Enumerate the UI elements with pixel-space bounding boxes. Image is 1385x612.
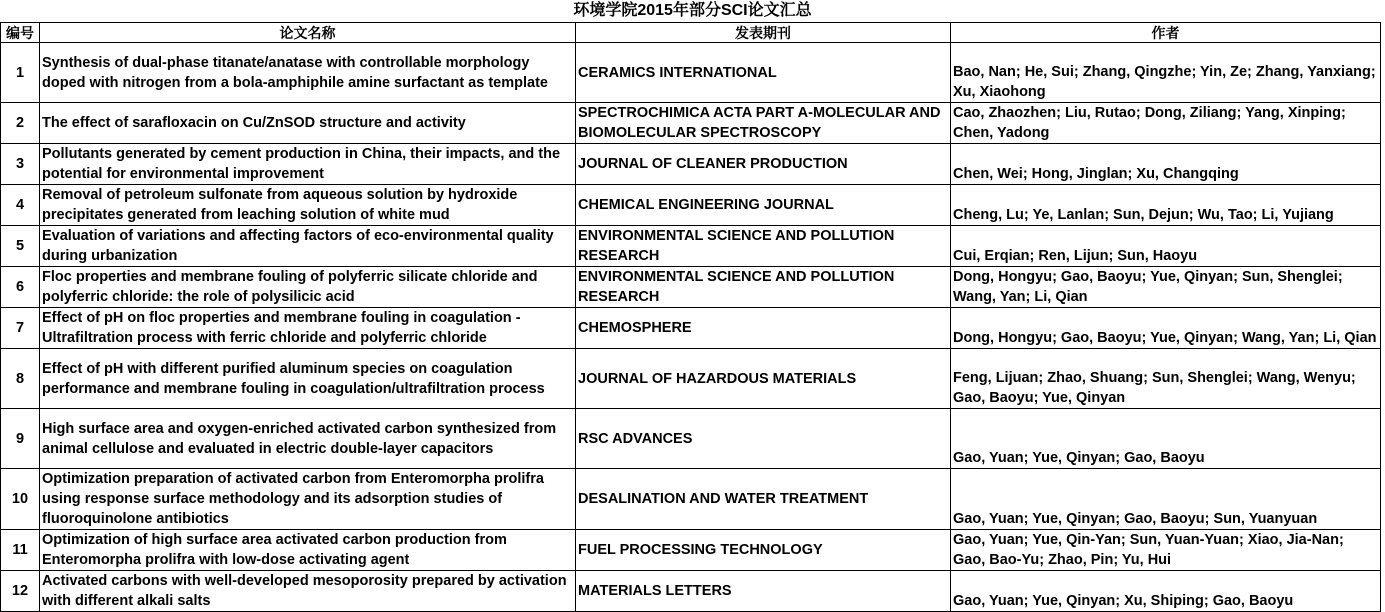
header-journal[interactable]: 发表期刊 [576, 23, 951, 43]
cell-authors[interactable]: Chen, Wei; Hong, Jinglan; Xu, Changqing [951, 144, 1381, 185]
table-row [1, 571, 1381, 612]
cell-no[interactable]: 12 [1, 571, 40, 612]
cell-title[interactable]: Optimization preparation of activated carbon from Enteromorpha prolifra using response surface methodology and its adsorption studies of fluoroquinolone antibiotics [40, 469, 576, 530]
header-no[interactable]: 编号 [1, 23, 40, 43]
cell-journal[interactable]: ENVIRONMENTAL SCIENCE AND POLLUTION RESEARCH [576, 267, 951, 308]
cell-authors[interactable]: Gao, Yuan; Yue, Qinyan; Gao, Baoyu; Sun, Yuanyuan [951, 469, 1381, 530]
cell-journal[interactable]: FUEL PROCESSING TECHNOLOGY [576, 530, 951, 571]
cell-no[interactable]: 3 [1, 144, 40, 185]
table-row [1, 469, 1381, 530]
cell-journal[interactable]: DESALINATION AND WATER TREATMENT [576, 469, 951, 530]
cell-no[interactable]: 1 [1, 43, 40, 103]
cell-journal[interactable]: MATERIALS LETTERS [576, 571, 951, 612]
cell-title[interactable]: Floc properties and membrane fouling of polyferric silicate chloride and polyferric chloride: the role of polysilicic acid [40, 267, 576, 308]
cell-journal[interactable]: RSC ADVANCES [576, 409, 951, 469]
cell-no[interactable]: 4 [1, 185, 40, 226]
cell-title[interactable]: Activated carbons with well-developed mesoporosity prepared by activation with different alkali salts [40, 571, 576, 612]
cell-authors[interactable]: Dong, Hongyu; Gao, Baoyu; Yue, Qinyan; Wang, Yan; Li, Qian [951, 308, 1381, 349]
cell-no[interactable]: 7 [1, 308, 40, 349]
cell-journal[interactable]: SPECTROCHIMICA ACTA PART A-MOLECULAR AND BIOMOLECULAR SPECTROSCOPY [576, 103, 951, 144]
table-row [1, 43, 1381, 103]
cell-journal[interactable]: CERAMICS INTERNATIONAL [576, 43, 951, 103]
cell-title[interactable]: Removal of petroleum sulfonate from aqueous solution by hydroxide precipitates generated from leaching solution of white mud [40, 185, 576, 226]
cell-authors[interactable]: Bao, Nan; He, Sui; Zhang, Qingzhe; Yin, Ze; Zhang, Yanxiang; Xu, Xiaohong [951, 43, 1381, 103]
cell-no[interactable]: 2 [1, 103, 40, 144]
table-row [1, 530, 1381, 571]
cell-no[interactable]: 9 [1, 409, 40, 469]
cell-no[interactable]: 11 [1, 530, 40, 571]
cell-authors[interactable]: Gao, Yuan; Yue, Qinyan; Xu, Shiping; Gao, Baoyu [951, 571, 1381, 612]
cell-authors[interactable]: Cui, Erqian; Ren, Lijun; Sun, Haoyu [951, 226, 1381, 267]
cell-journal[interactable]: JOURNAL OF CLEANER PRODUCTION [576, 144, 951, 185]
cell-journal[interactable]: CHEMICAL ENGINEERING JOURNAL [576, 185, 951, 226]
cell-authors[interactable]: Feng, Lijuan; Zhao, Shuang; Sun, Shenglei; Wang, Wenyu; Gao, Baoyu; Yue, Qinyan [951, 349, 1381, 409]
table-row [1, 103, 1381, 144]
cell-title[interactable]: High surface area and oxygen-enriched activated carbon synthesized from animal cellulose and evaluated in electric double-layer capacitors [40, 409, 576, 469]
cell-journal[interactable]: ENVIRONMENTAL SCIENCE AND POLLUTION RESEARCH [576, 226, 951, 267]
cell-authors[interactable]: Gao, Yuan; Yue, Qin-Yan; Sun, Yuan-Yuan; Xiao, Jia-Nan; Gao, Bao-Yu; Zhao, Pin; Yu, Hui [951, 530, 1381, 571]
cell-no[interactable]: 10 [1, 469, 40, 530]
cell-no[interactable]: 8 [1, 349, 40, 409]
header-title[interactable]: 论文名称 [40, 23, 576, 43]
sheet-title: 环境学院2015年部分SCI论文汇总 [573, 2, 812, 19]
papers-table [0, 22, 1381, 612]
cell-authors[interactable]: Cheng, Lu; Ye, Lanlan; Sun, Dejun; Wu, Tao; Li, Yujiang [951, 185, 1381, 226]
cell-title[interactable]: Effect of pH with different purified aluminum species on coagulation performance and membrane fouling in coagulation/ultrafiltration process [40, 349, 576, 409]
table-row [1, 185, 1381, 226]
cell-authors[interactable]: Cao, Zhaozhen; Liu, Rutao; Dong, Ziliang; Yang, Xinping; Chen, Yadong [951, 103, 1381, 144]
table-row [1, 144, 1381, 185]
cell-title[interactable]: Effect of pH on floc properties and membrane fouling in coagulation - Ultrafiltration process with ferric chloride and polyferric chloride [40, 308, 576, 349]
cell-journal[interactable]: JOURNAL OF HAZARDOUS MATERIALS [576, 349, 951, 409]
cell-title[interactable]: Evaluation of variations and affecting factors of eco-environmental quality during urbanization [40, 226, 576, 267]
cell-title[interactable]: The effect of sarafloxacin on Cu/ZnSOD structure and activity [40, 103, 576, 144]
table-row [1, 226, 1381, 267]
cell-authors[interactable]: Gao, Yuan; Yue, Qinyan; Gao, Baoyu [951, 409, 1381, 469]
cell-journal[interactable]: CHEMOSPHERE [576, 308, 951, 349]
cell-title[interactable]: Synthesis of dual-phase titanate/anatase with controllable morphology doped with nitrogen from a bola-amphiphile amine surfactant as template [40, 43, 576, 103]
cell-no[interactable]: 6 [1, 267, 40, 308]
cell-title[interactable]: Pollutants generated by cement production in China, their impacts, and the potential for environmental improvement [40, 144, 576, 185]
table-row [1, 409, 1381, 469]
cell-authors[interactable]: Dong, Hongyu; Gao, Baoyu; Yue, Qinyan; Sun, Shenglei; Wang, Yan; Li, Qian [951, 267, 1381, 308]
cell-no[interactable]: 5 [1, 226, 40, 267]
cell-title[interactable]: Optimization of high surface area activated carbon production from Enteromorpha prolifra with low-dose activating agent [40, 530, 576, 571]
table-row [1, 349, 1381, 409]
header-authors[interactable]: 作者 [951, 23, 1381, 43]
table-row [1, 267, 1381, 308]
header-row [1, 23, 1381, 43]
table-row [1, 308, 1381, 349]
